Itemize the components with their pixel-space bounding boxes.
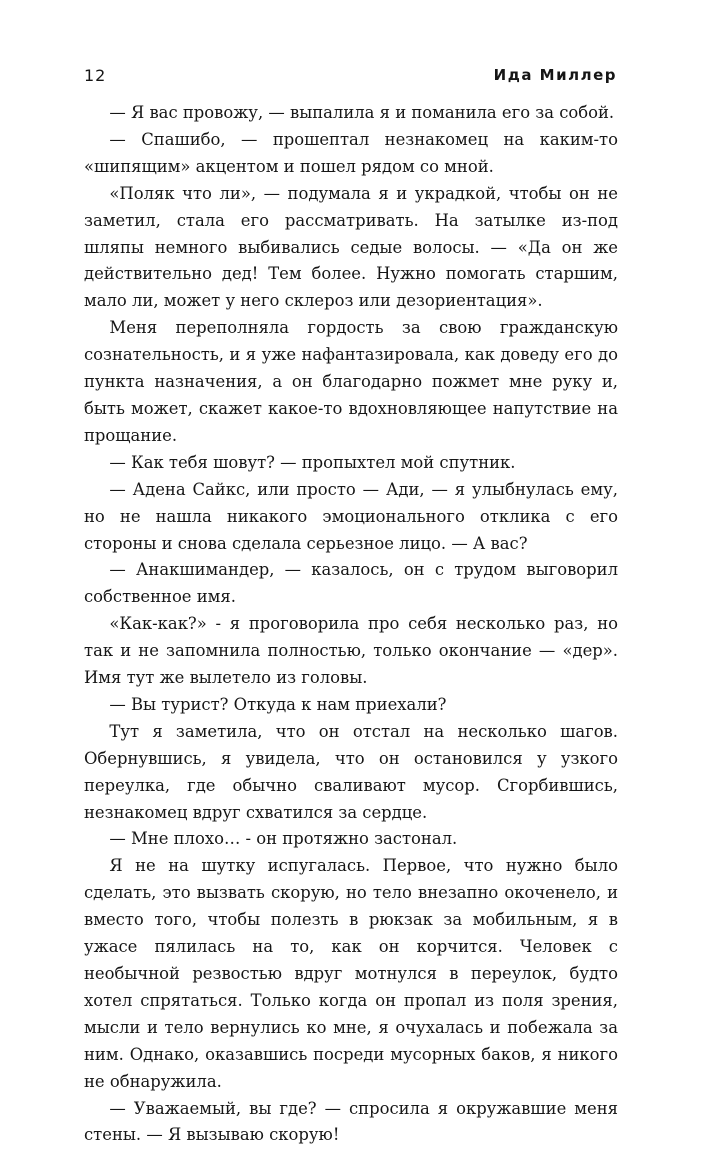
paragraph: Меня переполняла гордость за свою гражданскую сознательность, и я уже нафантазировала, как доведу его до пункта назначения, а он благодарно пожмет мне руку и, быть может, скажет какое-то вдохновляющее напутствие на прощание. bbox=[84, 318, 618, 445]
paragraph: — Мне плохо… - он протяжно застонал. bbox=[109, 829, 458, 849]
paragraph: — Уважаемый, вы где? — спросила я окружавшие меня стены. — Я вызываю скорую! bbox=[84, 1098, 618, 1145]
page-number: 12 bbox=[84, 66, 107, 85]
paragraph: Я не на шутку испугалась. Первое, что нужно было сделать, это вызвать скорую, но тело внезапно окоченело, и вместо того, чтобы полезть в рюкзак за мобильным, я в ужасе пялилась на то, как он корчится. Человек с необычной резвостью вдруг мотнулся в переулок, будто хотел спрятаться. Только когда он пропал из поля зрения, мысли и тело вернулись ко мне, я очухалась и побежала за ним. Однако, оказавшись посреди мусорных баков, я никого не обнаружила. bbox=[84, 856, 618, 1091]
paragraph: — Я вас провожу, — выпалила я и поманила его за собой. bbox=[109, 103, 615, 122]
paragraph: Тут я заметила, что он отстал на несколько шагов. Обернувшись, я увидела, что он остановился у узкого переулка, где обычно сваливают мусор. Сгорбившись, незнакомец вдруг схватился за сердце. bbox=[84, 721, 618, 822]
paragraph: — Анакшимандер, — казалось, он с трудом выговорил собственное имя. bbox=[84, 560, 618, 607]
body-text bbox=[84, 100, 618, 1149]
paragraph: — Адена Сайкс, или просто — Ади, — я улыбнулась ему, но не нашла никакого эмоционального отклика с его стороны и снова сделала серьезное лицо. — А вас? bbox=[84, 479, 618, 553]
paragraph: «Как-как?» - я проговорила про себя несколько раз, но так и не запомнила полностью, только окончание — «дер». Имя тут же вылетело из головы. bbox=[84, 614, 618, 688]
paragraph: — Как тебя шовут? — пропыхтел мой спутник. bbox=[109, 452, 516, 472]
page-header bbox=[84, 66, 617, 92]
paragraph: — Спашибо, — прошептал незнакомец на каким-то «шипящим» акцентом и пошел рядом со мной. bbox=[84, 129, 618, 176]
paragraph: «Поляк что ли», — подумала я и украдкой, чтобы он не заметил, стала его рассматривать. На затылке из-под шляпы немного выбивались седые волосы. — «Да он же действительно дед! Тем более. Нужно помогать старшим, мало ли, может у него склероз или дезориентация». bbox=[84, 183, 618, 311]
paragraph: — Вы турист? Откуда к нам приехали? bbox=[109, 694, 447, 714]
running-head-author: Ида Миллер bbox=[493, 66, 617, 84]
